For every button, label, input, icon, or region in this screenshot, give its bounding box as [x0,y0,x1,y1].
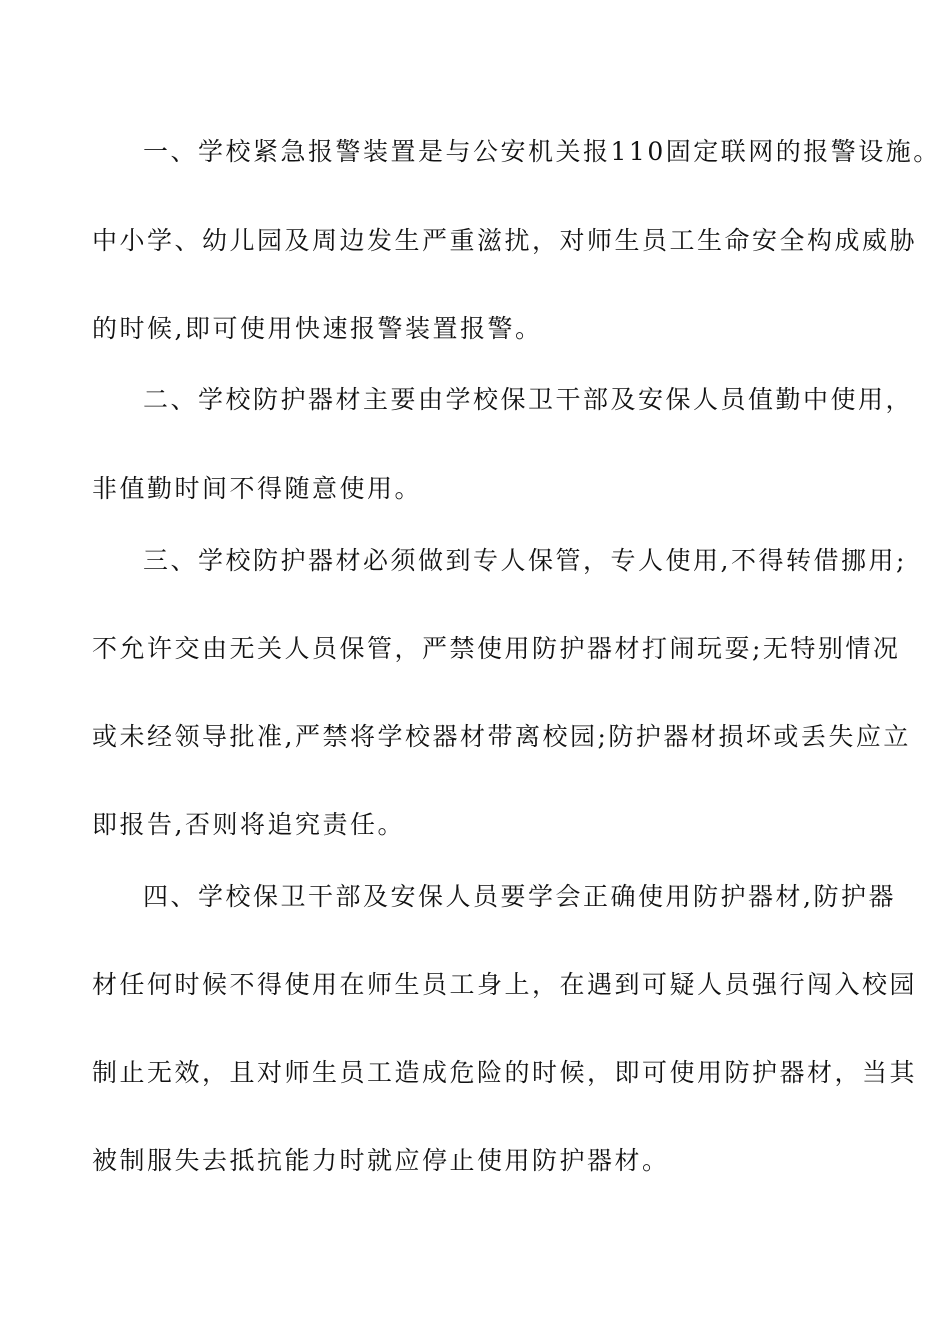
paragraph-line: 制止无效，且对师生员工造成危险的时候，即可使用防护器材，当其 [92,1058,918,1087]
paragraph-line: 中小学、幼儿园及周边发生严重滋扰，对师生员工生命安全构成威胁 [92,226,918,255]
paragraph-line: 三、学校防护器材必须做到专人保管，专人使用,不得转借挪用; [143,546,907,575]
paragraph-line: 材任何时候不得使用在师生员工身上，在遇到可疑人员强行闯入校园 [92,970,918,999]
paragraph-line: 二、学校防护器材主要由学校保卫干部及安保人员值勤中使用， [143,385,914,414]
paragraph-line: 或未经领导批准,严禁将学校器材带离校园;防护器材损坏或丢失应立 [92,722,911,751]
paragraph-line: 即报告,否则将追究责任。 [92,810,405,839]
paragraph-line: 一、学校紧急报警装置是与公安机关报110固定联网的报警设施。 [143,137,941,166]
paragraph-line: 四、学校保卫干部及安保人员要学会正确使用防护器材,防护器 [143,882,896,911]
paragraph-line: 非值勤时间不得随意使用。 [92,474,423,503]
paragraph-line: 不允许交由无关人员保管，严禁使用防护器材打闹玩耍;无特别情况 [92,634,901,663]
paragraph-line: 的时候,即可使用快速报警装置报警。 [92,314,543,343]
paragraph-line: 被制服失去抵抗能力时就应停止使用防护器材。 [92,1146,670,1175]
